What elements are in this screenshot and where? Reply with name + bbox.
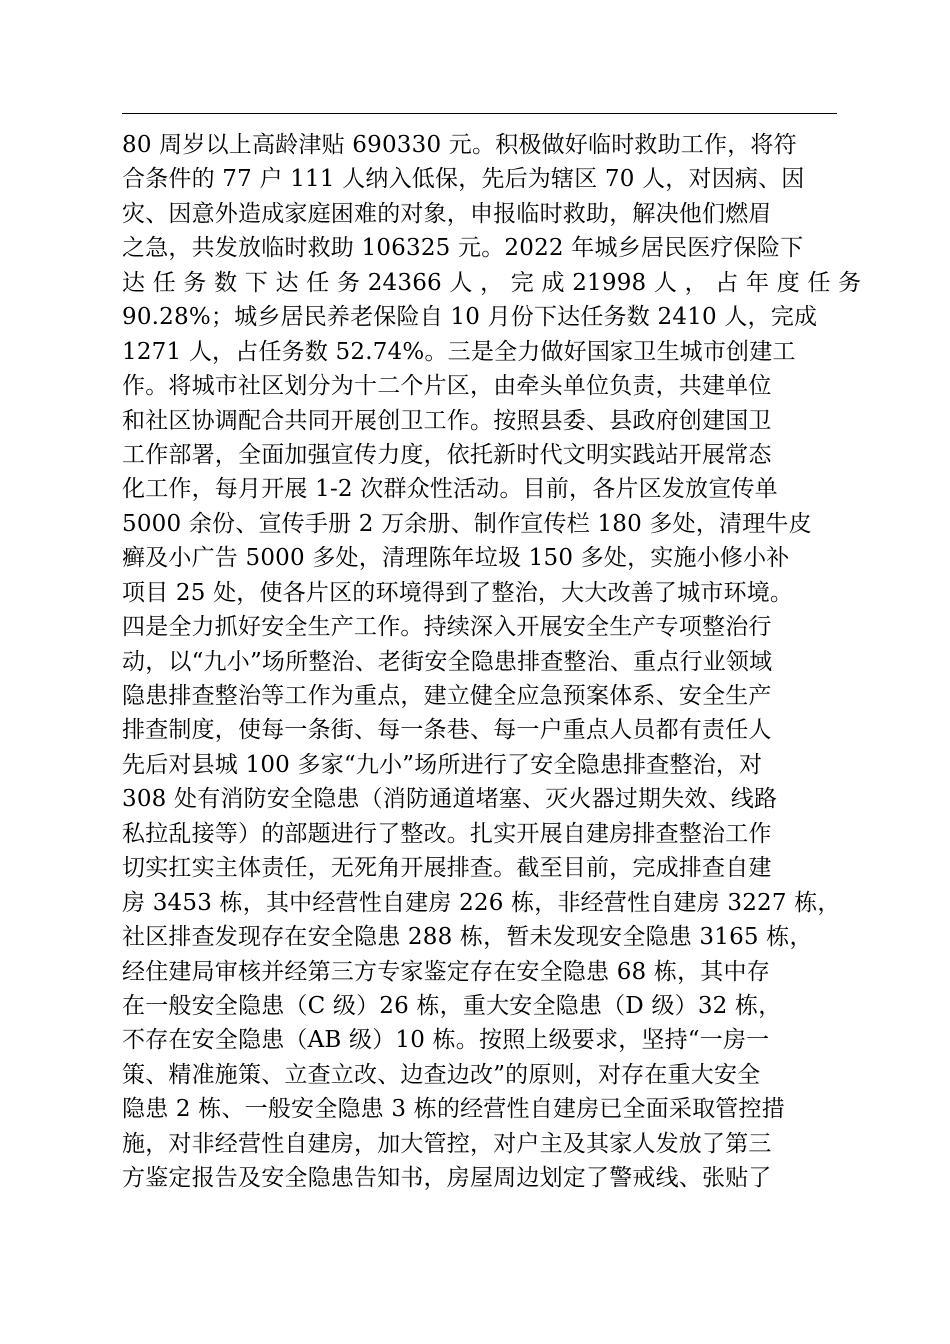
text-line: 工作部署，全面加强宣传力度，依托新时代文明实践站开展常态 (122, 441, 772, 468)
text-line: 策、精准施策、立查立改、边查边改”的原则，对存在重大安全 (122, 1061, 761, 1088)
text-line: 四是全力抓好安全生产工作。持续深入开展安全生产专项整治行 (122, 614, 772, 641)
text-line: 排查制度，使每一条街、每一条巷、每一户重点人员都有责任人 (122, 717, 772, 744)
text-line: 隐患排查整治等工作为重点，建立健全应急预案体系、安全生产 (122, 683, 772, 709)
text-line: 隐患 2 栋、一般安全隐患 3 栋的经营性自建房已全面采取管控措 (122, 1096, 785, 1123)
document-body (122, 128, 862, 1196)
text-line: 动，以“九小”场所整治、老街安全隐患排查整治、重点行业领域 (122, 648, 773, 675)
text-line: 私拉乱接等）的部题进行了整改。扎实开展自建房排查整治工作 (122, 820, 772, 847)
text-line: 不存在安全隐患（AB 级）10 栋。按照上级要求，坚持“一房一 (122, 1027, 770, 1054)
text-line: 经住建局审核并经第三方专家鉴定存在安全隐患 68 栋，其中存 (122, 958, 770, 985)
text-line: 先后对县城 100 多家“九小”场所进行了安全隐患排查整治，对 (122, 751, 763, 778)
text-line: 90.28%；城乡居民养老保险自 10 月份下达任务数 2410 人，完成 (122, 304, 818, 331)
text-line: 癣及小广告 5000 多处，清理陈年垃圾 150 多处，实施小修小补 (122, 545, 790, 572)
text-line: 达 任 务 数 下 达 任 务 24366 人 ， 完 成 21998 人 ， 占 年 度 任 务 (122, 269, 862, 296)
text-line: 施，对非经营性自建房，加大管控，对户主及其家人发放了第三 (122, 1130, 772, 1157)
text-line: 项目 25 处，使各片区的环境得到了整治，大大改善了城市环境。 (122, 579, 794, 606)
text-line: 社区排查发现存在安全隐患 288 栋，暂未发现安全隐患 3165 栋， (122, 924, 813, 951)
text-line: 5000 余份、宣传手册 2 万余册、制作宣传栏 180 多处，清理牛皮 (122, 510, 812, 537)
text-line: 之急，共发放临时救助 106325 元。2022 年城乡居民医疗保险下 (122, 235, 804, 262)
text-line: 房 3453 栋，其中经营性自建房 226 栋，非经营性自建房 3227 栋， (122, 889, 841, 916)
text-line: 80 周岁以上高龄津贴 690330 元。积极做好临时救助工作，将符 (122, 132, 797, 158)
text-line: 切实扛实主体责任，无死角开展排查。截至目前，完成排查自建 (122, 855, 772, 882)
text-line: 308 处有消防安全隐患（消防通道堵塞、灭火器过期失效、线路 (122, 786, 778, 813)
text-line: 合条件的 77 户 111 人纳入低保，先后为辖区 70 人，对因病、因 (122, 166, 805, 193)
text-line: 在一般安全隐患（C 级）26 栋，重大安全隐患（D 级）32 栋， (122, 992, 782, 1019)
header-rule (122, 113, 837, 114)
text-line: 作。将城市社区划分为十二个片区，由牵头单位负责，共建单位 (122, 373, 772, 400)
text-line: 和社区协调配合共同开展创卫工作。按照县委、县政府创建国卫 (122, 407, 772, 434)
text-line: 灾、因意外造成家庭困难的对象，申报临时救助，解决他们燃眉 (122, 200, 772, 227)
text-line: 1271 人，占任务数 52.74%。三是全力做好国家卫生城市创建工 (122, 338, 796, 365)
text-line: 化工作，每月开展 1-2 次群众性活动。目前，各片区发放宣传单 (122, 476, 778, 503)
text-line: 方鉴定报告及安全隐患告知书，房屋周边划定了警戒线、张贴了 (122, 1165, 772, 1192)
